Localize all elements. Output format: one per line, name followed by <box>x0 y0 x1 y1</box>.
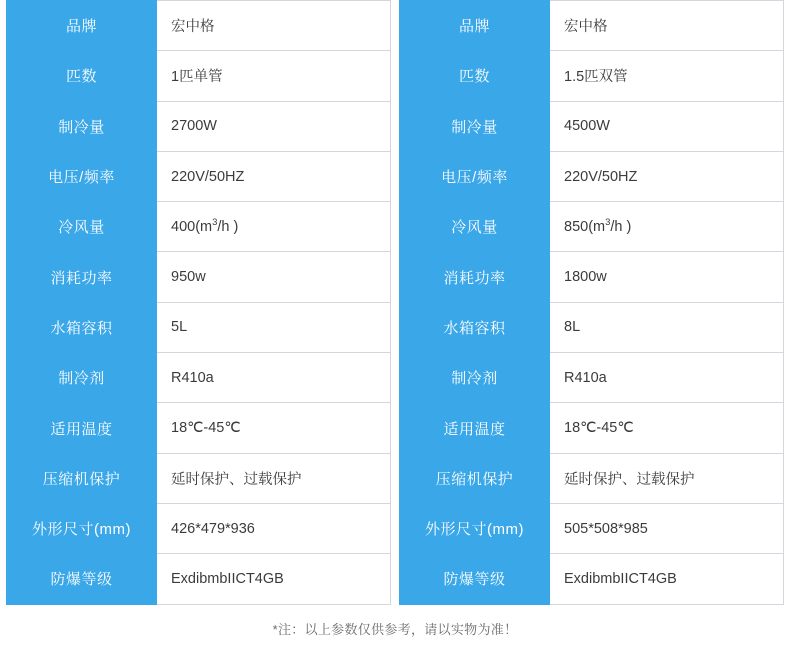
table-row <box>400 151 784 201</box>
table-row <box>7 252 391 302</box>
spec-table-left-body <box>7 1 391 605</box>
spec-label-cell: 消耗功率 <box>400 252 550 302</box>
spec-value-cell: 505*508*985 <box>550 503 784 553</box>
spec-value-cell: 2700W <box>157 101 391 151</box>
table-row <box>7 1 391 51</box>
table-row <box>7 101 391 151</box>
spec-label-cell: 制冷剂 <box>7 353 157 403</box>
spec-value-cell: 220V/50HZ <box>157 151 391 201</box>
spec-label-cell: 外形尺寸(mm) <box>7 503 157 553</box>
spec-value-text-tail: /h ) <box>217 218 239 235</box>
spec-label-cell: 冷风量 <box>7 202 157 252</box>
spec-table-left <box>6 0 391 605</box>
spec-value-text: 850(m <box>564 218 606 235</box>
table-row <box>400 101 784 151</box>
spec-value-cell: 426*479*936 <box>157 503 391 553</box>
spec-label-cell: 防爆等级 <box>7 554 157 604</box>
spec-value-cell: 950w <box>157 252 391 302</box>
table-row <box>400 453 784 503</box>
spec-value-cell: 5L <box>157 302 391 352</box>
spec-table-right-body <box>400 1 784 605</box>
table-row <box>7 554 391 604</box>
spec-value-cell: 18℃-45℃ <box>550 403 784 453</box>
table-row <box>7 151 391 201</box>
footnote: *注：以上参数仅供参考，请以实物为准！ <box>272 621 518 637</box>
spec-value-cell: R410a <box>550 353 784 403</box>
spec-label-cell: 适用温度 <box>400 403 550 453</box>
spec-value-cell: R410a <box>157 353 391 403</box>
spec-value-cell: 宏中格 <box>157 1 391 51</box>
spec-value-cell: 延时保护、过载保护 <box>550 453 784 503</box>
spec-label-cell: 制冷剂 <box>400 353 550 403</box>
spec-value-cell <box>550 202 784 252</box>
table-row <box>7 403 391 453</box>
spec-label-cell: 品牌 <box>400 1 550 51</box>
table-row <box>400 403 784 453</box>
table-row <box>400 503 784 553</box>
spec-value-cell: 1.5匹双管 <box>550 51 784 101</box>
table-row <box>7 503 391 553</box>
spec-value-cell <box>157 202 391 252</box>
spec-label-cell: 制冷量 <box>400 101 550 151</box>
spec-label-cell: 适用温度 <box>7 403 157 453</box>
spec-table-right <box>399 0 784 605</box>
table-row <box>400 353 784 403</box>
spec-value-cell: 1800w <box>550 252 784 302</box>
spec-value-cell: 宏中格 <box>550 1 784 51</box>
table-row <box>7 202 391 252</box>
spec-value-superscript: 3 <box>605 217 611 228</box>
spec-label-cell: 防爆等级 <box>400 554 550 604</box>
spec-value-cell: 220V/50HZ <box>550 151 784 201</box>
spec-label-cell: 水箱容积 <box>7 302 157 352</box>
table-row <box>7 453 391 503</box>
spec-label-cell: 冷风量 <box>400 202 550 252</box>
spec-label-cell: 品牌 <box>7 1 157 51</box>
spec-label-cell: 水箱容积 <box>400 302 550 352</box>
spec-label-cell: 匹数 <box>400 51 550 101</box>
spec-label-cell: 外形尺寸(mm) <box>400 503 550 553</box>
spec-value-cell: 8L <box>550 302 784 352</box>
spec-value-cell: 4500W <box>550 101 784 151</box>
spec-value-cell: ExdibmbIICT4GB <box>157 554 391 604</box>
spec-value-cell: ExdibmbIICT4GB <box>550 554 784 604</box>
spec-value-text: 400(m <box>171 218 213 235</box>
table-row <box>400 554 784 604</box>
spec-value-superscript: 3 <box>212 217 218 228</box>
spec-label-cell: 压缩机保护 <box>400 453 550 503</box>
spec-value-cell: 延时保护、过载保护 <box>157 453 391 503</box>
spec-value-cell: 1匹单管 <box>157 51 391 101</box>
table-row <box>400 51 784 101</box>
spec-label-cell: 制冷量 <box>7 101 157 151</box>
table-row <box>7 51 391 101</box>
table-row <box>400 1 784 51</box>
table-row <box>400 202 784 252</box>
spec-value-cell: 18℃-45℃ <box>157 403 391 453</box>
spec-value-text-tail: /h ) <box>610 218 632 235</box>
spec-label-cell: 压缩机保护 <box>7 453 157 503</box>
table-row <box>400 252 784 302</box>
spec-label-cell: 匹数 <box>7 51 157 101</box>
spec-label-cell: 消耗功率 <box>7 252 157 302</box>
spec-label-cell: 电压/频率 <box>7 151 157 201</box>
table-row <box>400 302 784 352</box>
spec-label-cell: 电压/频率 <box>400 151 550 201</box>
table-row <box>7 302 391 352</box>
table-row <box>7 353 391 403</box>
